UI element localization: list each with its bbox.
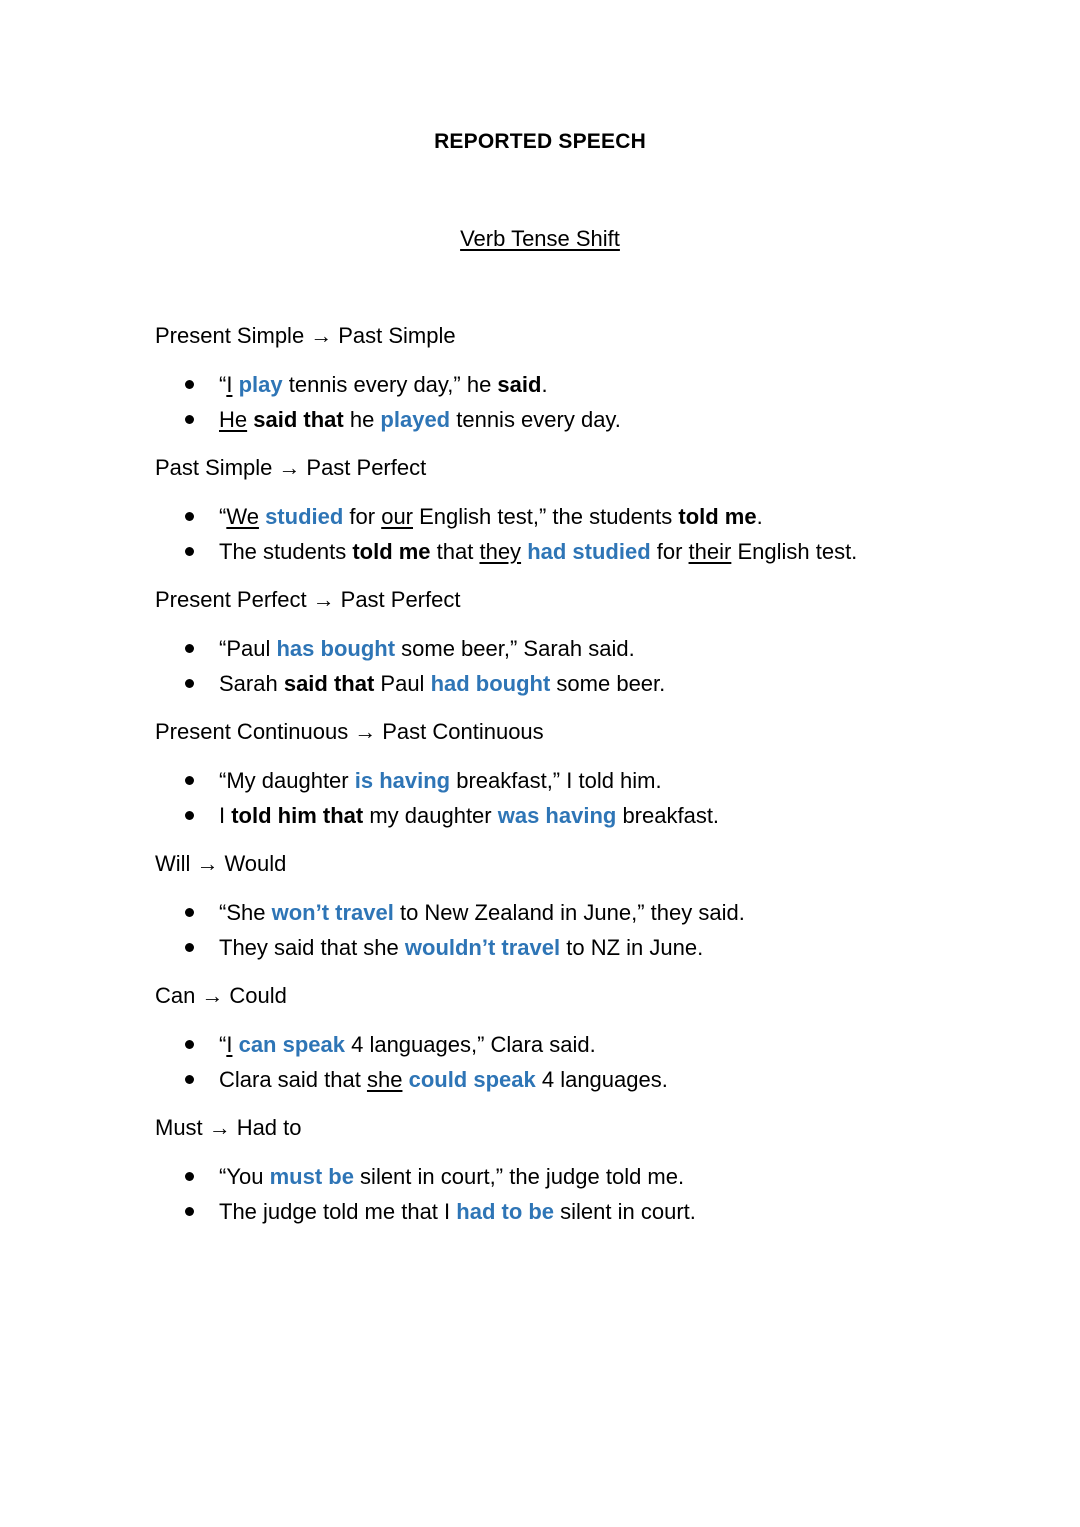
- section-heading: [155, 323, 456, 349]
- section-heading: [155, 719, 544, 745]
- example-segment: “: [219, 1032, 227, 1057]
- example-segment: English test.: [731, 539, 858, 564]
- tense-from: Can: [155, 983, 196, 1008]
- arrow-right-icon: →: [278, 455, 301, 480]
- arrow-right-icon: →: [354, 719, 377, 744]
- example-segment: our: [381, 504, 413, 529]
- example-segment: Sarah: [219, 671, 284, 696]
- direct-speech-example: [185, 900, 745, 926]
- bullet-icon: [185, 811, 194, 820]
- example-segment: is having: [354, 768, 451, 793]
- tense-from: Present Simple: [155, 323, 305, 348]
- page-subtitle: Verb Tense Shift: [460, 226, 620, 251]
- example-segment: I: [226, 1032, 233, 1057]
- example-segment: my daughter: [363, 803, 498, 828]
- example-segment: had to be: [456, 1199, 555, 1224]
- tense-to: Past Perfect: [306, 455, 427, 480]
- example-segment: had studied: [527, 539, 651, 564]
- example-segment: 4 languages,” Clara said.: [344, 1032, 596, 1057]
- bullet-icon: [185, 679, 194, 688]
- example-segment: to New Zealand in June,” they said.: [393, 900, 745, 925]
- arrow-right-icon: →: [201, 983, 224, 1008]
- bullet-icon: [185, 644, 194, 653]
- reported-speech-example: [185, 539, 857, 565]
- reported-speech-example: [185, 935, 703, 961]
- example-segment: must be: [269, 1164, 354, 1189]
- tense-from: Past Simple: [155, 455, 273, 480]
- example-segment: has bought: [276, 636, 396, 661]
- section-heading: [155, 455, 426, 481]
- example-segment: “: [219, 372, 227, 397]
- example-segment: was having: [497, 803, 617, 828]
- tense-to: Past Perfect: [340, 587, 461, 612]
- direct-speech-example: [185, 1032, 596, 1058]
- example-segment: “: [219, 504, 227, 529]
- example-segment: some beer.: [550, 671, 666, 696]
- example-segment: won’t travel: [271, 900, 394, 925]
- example-segment: for: [650, 539, 689, 564]
- example-segment: said that: [253, 407, 344, 432]
- bullet-icon: [185, 1075, 194, 1084]
- example-segment: tennis every day,” he: [282, 372, 498, 397]
- example-segment: he: [343, 407, 381, 432]
- bullet-icon: [185, 908, 194, 917]
- bullet-icon: [185, 415, 194, 424]
- direct-speech-example: [185, 504, 763, 530]
- example-segment: their: [688, 539, 732, 564]
- reported-speech-example: [185, 1199, 696, 1225]
- example-segment: He: [219, 407, 248, 432]
- example-segment: that: [430, 539, 480, 564]
- example-segment: .: [541, 372, 548, 397]
- example-segment: told me: [678, 504, 757, 529]
- example-segment: to NZ in June.: [560, 935, 704, 960]
- example-segment: play: [238, 372, 283, 397]
- example-segment: English test,” the students: [413, 504, 679, 529]
- example-segment: can speak: [238, 1032, 345, 1057]
- tense-from: Must: [155, 1115, 203, 1140]
- example-segment: silent in court.: [554, 1199, 696, 1224]
- tense-to: Past Continuous: [382, 719, 544, 744]
- reported-speech-example: [185, 671, 665, 697]
- section-heading: [155, 851, 286, 877]
- example-segment: studied: [265, 504, 344, 529]
- example-segment: I: [226, 372, 233, 397]
- example-segment: told him that: [231, 803, 364, 828]
- example-segment: They said that she: [219, 935, 405, 960]
- section-heading: [155, 983, 287, 1009]
- example-segment: played: [380, 407, 451, 432]
- example-segment: could speak: [408, 1067, 536, 1092]
- example-segment: tennis every day.: [450, 407, 621, 432]
- example-segment: told me: [352, 539, 431, 564]
- direct-speech-example: [185, 768, 662, 794]
- bullet-icon: [185, 776, 194, 785]
- example-segment: some beer,” Sarah said.: [395, 636, 635, 661]
- reported-speech-example: [185, 407, 621, 433]
- tense-from: Present Continuous: [155, 719, 349, 744]
- tense-to: Past Simple: [338, 323, 456, 348]
- arrow-right-icon: →: [208, 1115, 231, 1140]
- example-segment: Paul: [374, 671, 431, 696]
- example-segment: The judge told me that I: [219, 1199, 457, 1224]
- bullet-icon: [185, 512, 194, 521]
- example-segment: “She: [219, 900, 272, 925]
- example-segment: she: [366, 1067, 403, 1092]
- example-segment: Clara said that: [219, 1067, 367, 1092]
- example-segment: breakfast,” I told him.: [450, 768, 662, 793]
- bullet-icon: [185, 943, 194, 952]
- direct-speech-example: [185, 636, 635, 662]
- example-segment: they: [479, 539, 522, 564]
- example-segment: said: [497, 372, 542, 397]
- example-segment: “Paul: [219, 636, 277, 661]
- direct-speech-example: [185, 372, 548, 398]
- reported-speech-example: [185, 803, 719, 829]
- example-segment: “My daughter: [219, 768, 355, 793]
- example-segment: for: [343, 504, 382, 529]
- example-segment: said that: [283, 671, 375, 696]
- example-segment: had bought: [430, 671, 551, 696]
- section-heading: [155, 587, 460, 613]
- example-segment: 4 languages.: [535, 1067, 668, 1092]
- direct-speech-example: [185, 1164, 684, 1190]
- arrow-right-icon: →: [310, 323, 333, 348]
- example-segment: silent in court,” the judge told me.: [353, 1164, 685, 1189]
- bullet-icon: [185, 1040, 194, 1049]
- tense-to: Could: [229, 983, 287, 1008]
- example-segment: I: [219, 803, 232, 828]
- arrow-right-icon: →: [196, 851, 219, 876]
- bullet-icon: [185, 1172, 194, 1181]
- example-segment: .: [756, 504, 763, 529]
- bullet-icon: [185, 380, 194, 389]
- tense-from: Present Perfect: [155, 587, 307, 612]
- example-segment: wouldn’t travel: [404, 935, 561, 960]
- example-segment: We: [226, 504, 259, 529]
- tense-from: Will: [155, 851, 191, 876]
- page-title: REPORTED SPEECH: [434, 130, 646, 153]
- tense-to: Would: [224, 851, 287, 876]
- section-heading: [155, 1115, 302, 1141]
- reported-speech-example: [185, 1067, 668, 1093]
- example-segment: breakfast.: [616, 803, 720, 828]
- example-segment: The students: [219, 539, 353, 564]
- example-segment: “You: [219, 1164, 270, 1189]
- bullet-icon: [185, 1207, 194, 1216]
- bullet-icon: [185, 547, 194, 556]
- arrow-right-icon: →: [312, 587, 335, 612]
- tense-to: Had to: [236, 1115, 302, 1140]
